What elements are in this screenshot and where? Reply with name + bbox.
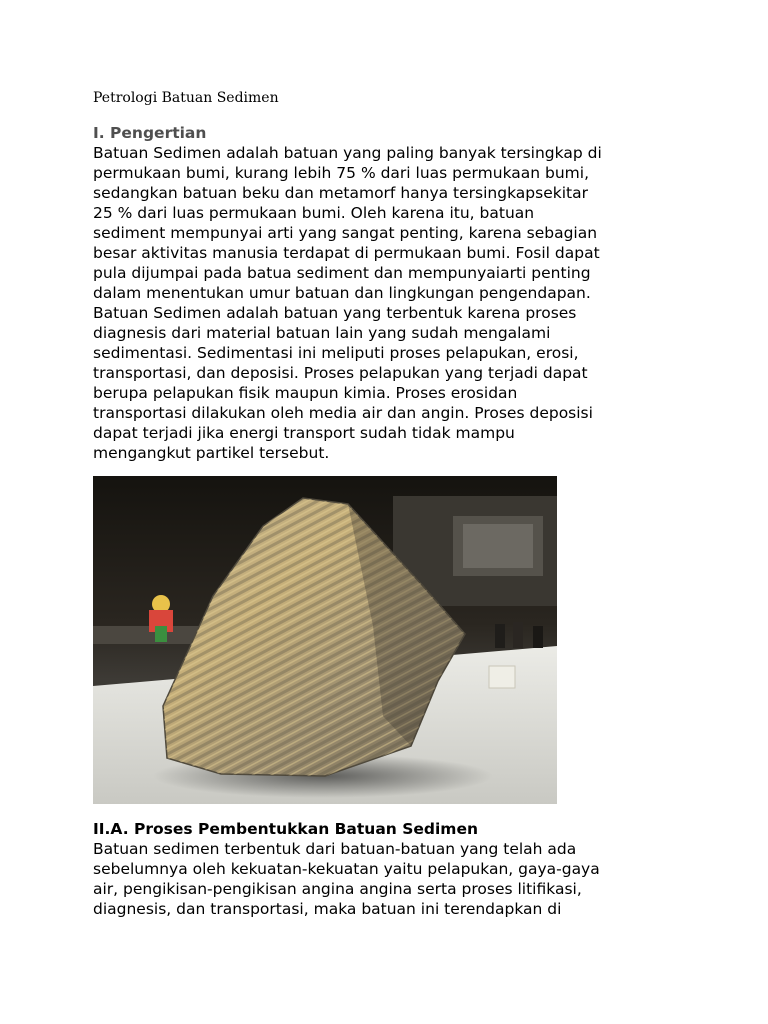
text-line: besar aktivitas manusia terdapat di permukaan bumi. Fosil dapat	[93, 244, 600, 262]
text-line: transportasi, dan deposisi. Proses pelapukan yang terjadi dapat	[93, 364, 588, 382]
text-line: dapat terjadi jika energi transport sudah tidak mampu	[93, 424, 515, 442]
text-line: Batuan Sedimen adalah batuan yang terbentuk karena proses	[93, 304, 577, 322]
rock-photo-illustration	[93, 476, 557, 804]
text-line: 25 % dari luas permukaan bumi. Oleh karena itu, batuan	[93, 204, 535, 222]
text-line: sedangkan batuan beku dan metamorf hanya tersingkapsekitar	[93, 184, 588, 202]
sedimentary-rock-photo	[93, 476, 557, 804]
text-line: diagnesis, dan transportasi, maka batuan ini terendapkan di	[93, 900, 562, 918]
text-line: permukaan bumi, kurang lebih 75 % dari luas permukaan bumi,	[93, 164, 590, 182]
text-line: dalam menentukan umur batuan dan lingkungan pengendapan.	[93, 284, 591, 302]
text-line: diagnesis dari material batuan lain yang sudah mengalami	[93, 324, 551, 342]
section-heading-pengertian: I. Pengertian	[93, 124, 207, 142]
text-line: Batuan Sedimen adalah batuan yang paling banyak tersingkap di	[93, 144, 602, 162]
text-line: transportasi dilakukan oleh media air dan angin. Proses deposisi	[93, 404, 593, 422]
document-title: Petrologi Batuan Sedimen	[93, 90, 279, 106]
text-line: sediment mempunyai arti yang sangat penting, karena sebagian	[93, 224, 598, 242]
text-line: pula dijumpai pada batua sediment dan mempunyaiarti penting	[93, 264, 591, 282]
text-line: sedimentasi. Sedimentasi ini meliputi proses pelapukan, erosi,	[93, 344, 579, 362]
paragraph-proses-pembentukkan	[93, 839, 693, 919]
text-line: sebelumnya oleh kekuatan-kekuatan yaitu pelapukan, gaya-gaya	[93, 860, 600, 878]
section-heading-proses-pembentukkan: II.A. Proses Pembentukkan Batuan Sedimen	[93, 820, 479, 838]
text-line: berupa pelapukan fisik maupun kimia. Proses erosidan	[93, 384, 518, 402]
text-line: mengangkut partikel tersebut.	[93, 444, 330, 462]
text-line: Batuan sedimen terbentuk dari batuan-batuan yang telah ada	[93, 840, 577, 858]
text-line: air, pengikisan-pengikisan angina angina serta proses litifikasi,	[93, 880, 582, 898]
paragraph-pengertian	[93, 143, 693, 463]
